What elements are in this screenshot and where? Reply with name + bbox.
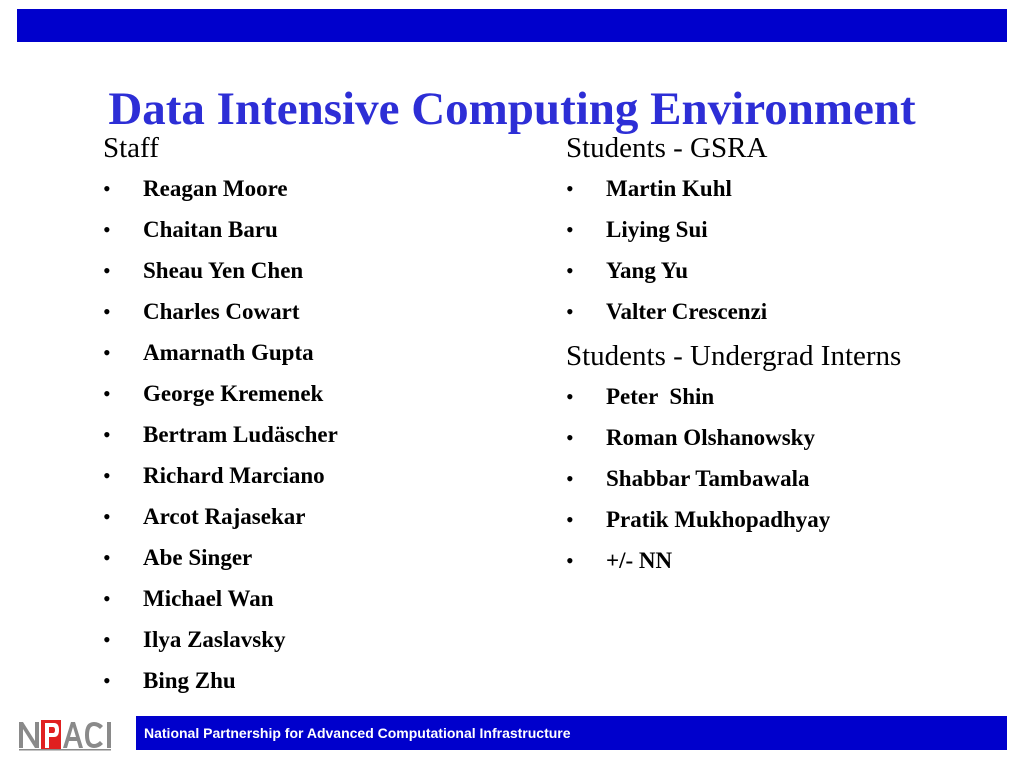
bullet-marker: • [103, 258, 111, 283]
bullet-marker: • [103, 668, 111, 693]
list-item [103, 209, 278, 250]
person-name: Liying Sui [606, 217, 708, 242]
bullet-marker: • [566, 217, 574, 242]
list-item [103, 455, 325, 496]
bullet-marker: • [103, 586, 111, 611]
list-item [566, 291, 901, 332]
staff-list [103, 168, 338, 701]
list-item [566, 209, 901, 250]
bullet-marker: • [103, 422, 111, 447]
staff-column [103, 128, 338, 701]
list-item [103, 619, 286, 660]
list-item [103, 537, 253, 578]
bullet-marker: • [103, 627, 111, 652]
students-column [566, 128, 901, 581]
list-item [566, 250, 901, 291]
person-name: Michael Wan [143, 586, 274, 611]
bullet-marker: • [566, 258, 574, 283]
staff-heading: Staff [103, 132, 159, 164]
person-name: Bertram Ludäscher [143, 422, 338, 447]
bullet-marker: • [103, 504, 111, 529]
list-item [566, 168, 901, 209]
person-name: Chaitan Baru [143, 217, 278, 242]
list-item [566, 499, 901, 540]
person-name: Richard Marciano [143, 463, 325, 488]
bullet-marker: • [103, 381, 111, 406]
bullet-marker: • [103, 176, 111, 201]
person-name: Yang Yu [606, 258, 689, 283]
person-name: Martin Kuhl [606, 176, 732, 201]
top-bar [17, 9, 1007, 42]
person-name: Reagan Moore [143, 176, 288, 201]
list-item [566, 458, 901, 499]
person-name: Sheau Yen Chen [143, 258, 304, 283]
list-item [566, 417, 901, 458]
list-item [103, 250, 304, 291]
bullet-marker: • [566, 507, 574, 532]
list-item [103, 496, 306, 537]
slide-title: Data Intensive Computing Environment [108, 83, 916, 136]
bullet-marker: • [103, 340, 111, 365]
bullet-marker: • [566, 384, 574, 409]
person-name: Ilya Zaslavsky [143, 627, 286, 652]
person-name: Shabbar Tambawala [606, 466, 810, 491]
bullet-marker: • [566, 176, 574, 201]
bullet-marker: • [566, 299, 574, 324]
npaci-logo [17, 716, 119, 752]
person-name: Peter Shin [606, 384, 715, 409]
person-name: Charles Cowart [143, 299, 300, 324]
bullet-marker: • [103, 463, 111, 488]
person-name: Pratik Mukhopadhyay [606, 507, 831, 532]
bullet-marker: • [566, 548, 574, 573]
gsra-heading: Students - GSRA [566, 132, 768, 164]
bullet-marker: • [566, 466, 574, 491]
person-name: Amarnath Gupta [143, 340, 314, 365]
person-name: +/- NN [606, 548, 673, 573]
person-name: Abe Singer [143, 545, 253, 570]
list-item [566, 540, 901, 581]
list-item [566, 376, 901, 417]
person-name: Arcot Rajasekar [143, 504, 306, 529]
bullet-marker: • [103, 217, 111, 242]
list-item [103, 168, 288, 209]
footer-text: National Partnership for Advanced Computational Infrastructure [144, 725, 571, 741]
bullet-marker: • [103, 545, 111, 570]
bullet-marker: • [103, 299, 111, 324]
list-item [103, 332, 314, 373]
list-item [103, 291, 300, 332]
list-item [103, 373, 324, 414]
list-item [103, 414, 338, 455]
gsra-list [566, 168, 901, 332]
person-name: Valter Crescenzi [606, 299, 768, 324]
person-name: Bing Zhu [143, 668, 236, 693]
list-item [103, 578, 274, 619]
interns-list [566, 376, 901, 581]
bullet-marker: • [566, 425, 574, 450]
list-item [103, 660, 236, 701]
footer-bar [136, 716, 1007, 750]
interns-heading: Students - Undergrad Interns [566, 340, 902, 372]
person-name: George Kremenek [143, 381, 324, 406]
person-name: Roman Olshanowsky [606, 425, 815, 450]
